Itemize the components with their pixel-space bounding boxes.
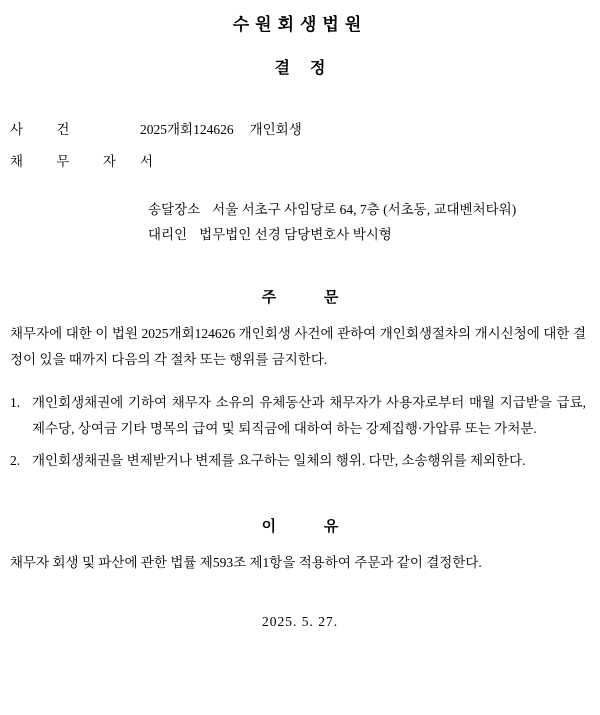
court-title: 수원회생법원 <box>232 15 368 34</box>
prohibited-actions-list <box>0 390 600 473</box>
document-page <box>0 10 600 715</box>
metadata-row <box>10 118 600 138</box>
debtor-label: 채 무 자 <box>10 154 131 169</box>
service-address-line <box>148 198 600 223</box>
case-number-text: 2025개회124626 <box>140 122 234 137</box>
list-item-number: 1. <box>10 395 21 411</box>
metadata-row <box>10 150 600 170</box>
representative-label: 대리인 <box>148 226 188 242</box>
list-item <box>10 448 600 474</box>
document-kind: 결정 <box>274 60 346 77</box>
main-text-paragraph: 채무자에 대한 이 법원 2025개회124626 개인회생 사건에 관하여 개인회생절차의 개시신청에 대한 결정이 있을 때까지 다음의 각 절차 또는 행위를 금지한다. <box>10 325 586 367</box>
service-address-label: 송달장소 <box>148 202 201 217</box>
reason-heading: 이 유 <box>261 519 361 536</box>
debtor-name: 서 <box>140 154 154 169</box>
representative-value: 법무법인 선경 담당변호사 박시형 <box>199 226 392 242</box>
decision-date: 2025. 5. 27. <box>261 613 339 629</box>
list-item-text: 개인회생채권에 기하여 채무자 소유의 유체동산과 채무자가 사용자로부터 매월 지급받을 급료, 제수당, 상여금 기타 명목의 급여 및 퇴직금에 대하여 하는 강제집행·가압류 또는 가처분. <box>32 395 586 436</box>
service-address-value: 서울 서초구 사임당로 64, 7층 (서초동, 교대벤처타워) <box>212 202 517 217</box>
representative-line <box>148 223 600 248</box>
main-text-heading: 주 문 <box>261 289 361 306</box>
list-item-text: 개인회생채권을 변제받거나 변제를 요구하는 일체의 행위. 다만, 소송행위를 제외한다. <box>32 452 526 468</box>
case-type-text: 개인회생 <box>249 122 302 137</box>
service-address-block <box>0 198 600 248</box>
case-metadata <box>0 118 600 170</box>
reason-paragraph: 채무자 회생 및 파산에 관한 법률 제593조 제1항을 적용하여 주문과 같이 결정한다. <box>10 555 482 571</box>
list-item-number: 2. <box>10 452 21 468</box>
case-number-label: 사 건 <box>10 122 85 137</box>
list-item <box>10 390 600 441</box>
case-number-value <box>140 118 600 138</box>
